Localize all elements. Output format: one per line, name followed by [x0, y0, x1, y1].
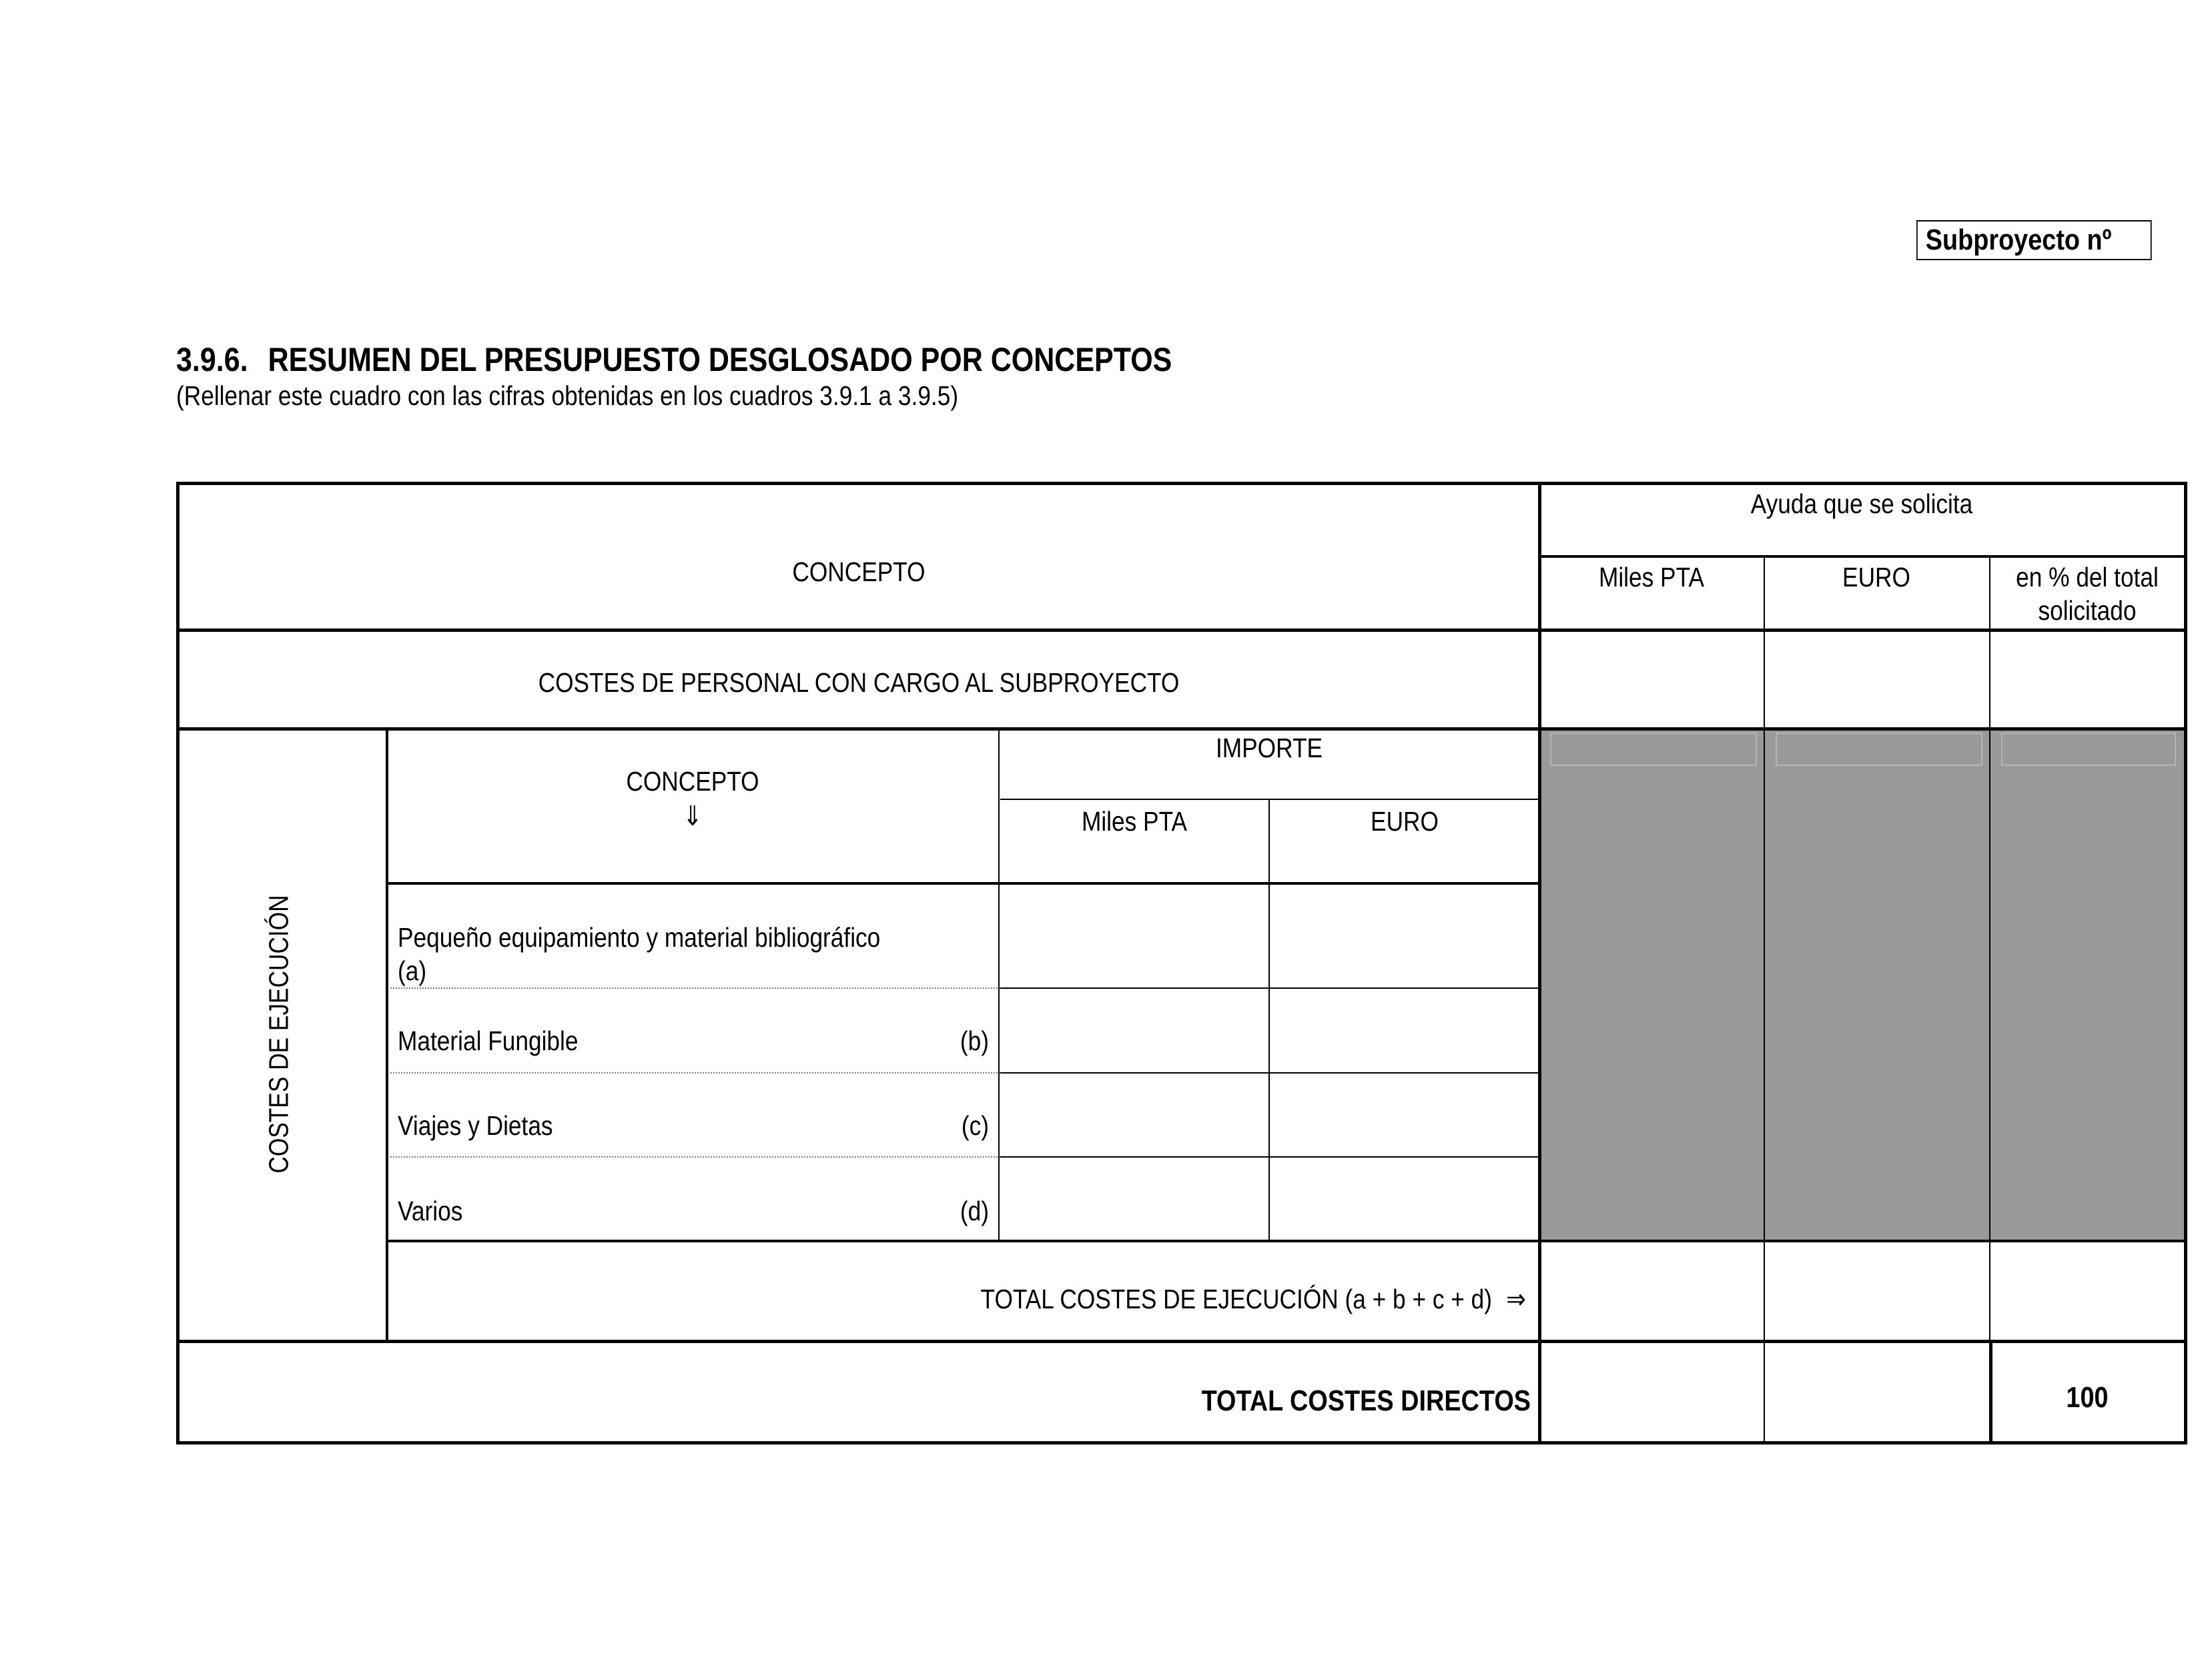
- execution-costs-label: COSTES DE EJECUCIÓN: [263, 895, 294, 1174]
- row-code: (d): [960, 1196, 989, 1226]
- aid-col-euro: EURO: [1842, 562, 1910, 592]
- amount-col-euro: EURO: [1371, 806, 1439, 837]
- row-code: (a): [398, 955, 427, 986]
- total-direct-percent-value: 100: [2066, 1381, 2109, 1414]
- row-code: (c): [961, 1110, 989, 1141]
- row-label: Viajes y Dietas: [398, 1110, 553, 1141]
- row-d-miles-pta-input[interactable]: [1000, 1158, 1268, 1240]
- row-d-euro-input[interactable]: [1270, 1158, 1538, 1240]
- total-execution-label: TOTAL COSTES DE EJECUCIÓN (a + b + c + d): [980, 1284, 1492, 1314]
- section-number: 3.9.6.: [176, 341, 248, 378]
- row-label: Varios: [398, 1196, 463, 1226]
- row-b-euro-input[interactable]: [1270, 989, 1538, 1072]
- shaded-block: [1541, 729, 2185, 1242]
- total-direct-costs-label: TOTAL COSTES DIRECTOS: [1201, 1384, 1531, 1417]
- personnel-costs-label: COSTES DE PERSONAL CON CARGO AL SUBPROYECTO: [538, 667, 1180, 698]
- row-a-miles-pta-input[interactable]: [1000, 885, 1268, 987]
- ghost-cell-3: [2001, 733, 2176, 766]
- row-code: (b): [960, 1025, 989, 1056]
- total-execution-miles-pta-input[interactable]: [1541, 1242, 1764, 1340]
- aid-col-percent: en % del total solicitado: [2016, 562, 2159, 626]
- total-direct-euro-input[interactable]: [1765, 1343, 1989, 1441]
- amount-header: IMPORTE: [1215, 733, 1323, 763]
- aid-header: Ayuda que se solicita: [1750, 488, 1973, 519]
- inner-concept-header: CONCEPTO: [626, 766, 759, 797]
- row-a-euro-input[interactable]: [1270, 885, 1538, 987]
- amount-col-miles-pta: Miles PTA: [1081, 806, 1188, 837]
- row-c-euro-input[interactable]: [1270, 1074, 1538, 1156]
- row-label: Material Fungible: [398, 1025, 579, 1056]
- section-subtitle: (Rellenar este cuadro con las cifras obtenidas en los cuadros 3.9.1 a 3.9.5): [176, 380, 959, 411]
- right-arrow-icon: ⇒: [1506, 1284, 1526, 1314]
- row-label: Pequeño equipamiento y material bibliográfico: [398, 922, 881, 953]
- section-title-text: RESUMEN DEL PRESUPUESTO DESGLOSADO POR CONCEPTOS: [268, 341, 1172, 378]
- down-arrow-icon: ⇓: [683, 801, 703, 831]
- row-c-miles-pta-input[interactable]: [1000, 1074, 1268, 1156]
- personnel-miles-pta-input[interactable]: [1541, 632, 1764, 727]
- personnel-euro-input[interactable]: [1765, 632, 1989, 727]
- ghost-cell-1: [1550, 733, 1757, 766]
- section-title: [176, 340, 1172, 379]
- subproject-number-box[interactable]: Subproyecto nº: [1916, 220, 2152, 260]
- concept-header: CONCEPTO: [792, 556, 926, 587]
- row-b-miles-pta-input[interactable]: [1000, 989, 1268, 1072]
- ghost-cell-2: [1776, 733, 1982, 766]
- personnel-percent-input[interactable]: [1990, 632, 2184, 727]
- total-execution-euro-input[interactable]: [1765, 1242, 1989, 1340]
- total-direct-miles-pta-input[interactable]: [1541, 1343, 1764, 1441]
- total-execution-percent-input[interactable]: [1990, 1242, 2184, 1340]
- aid-col-miles-pta: Miles PTA: [1598, 562, 1705, 592]
